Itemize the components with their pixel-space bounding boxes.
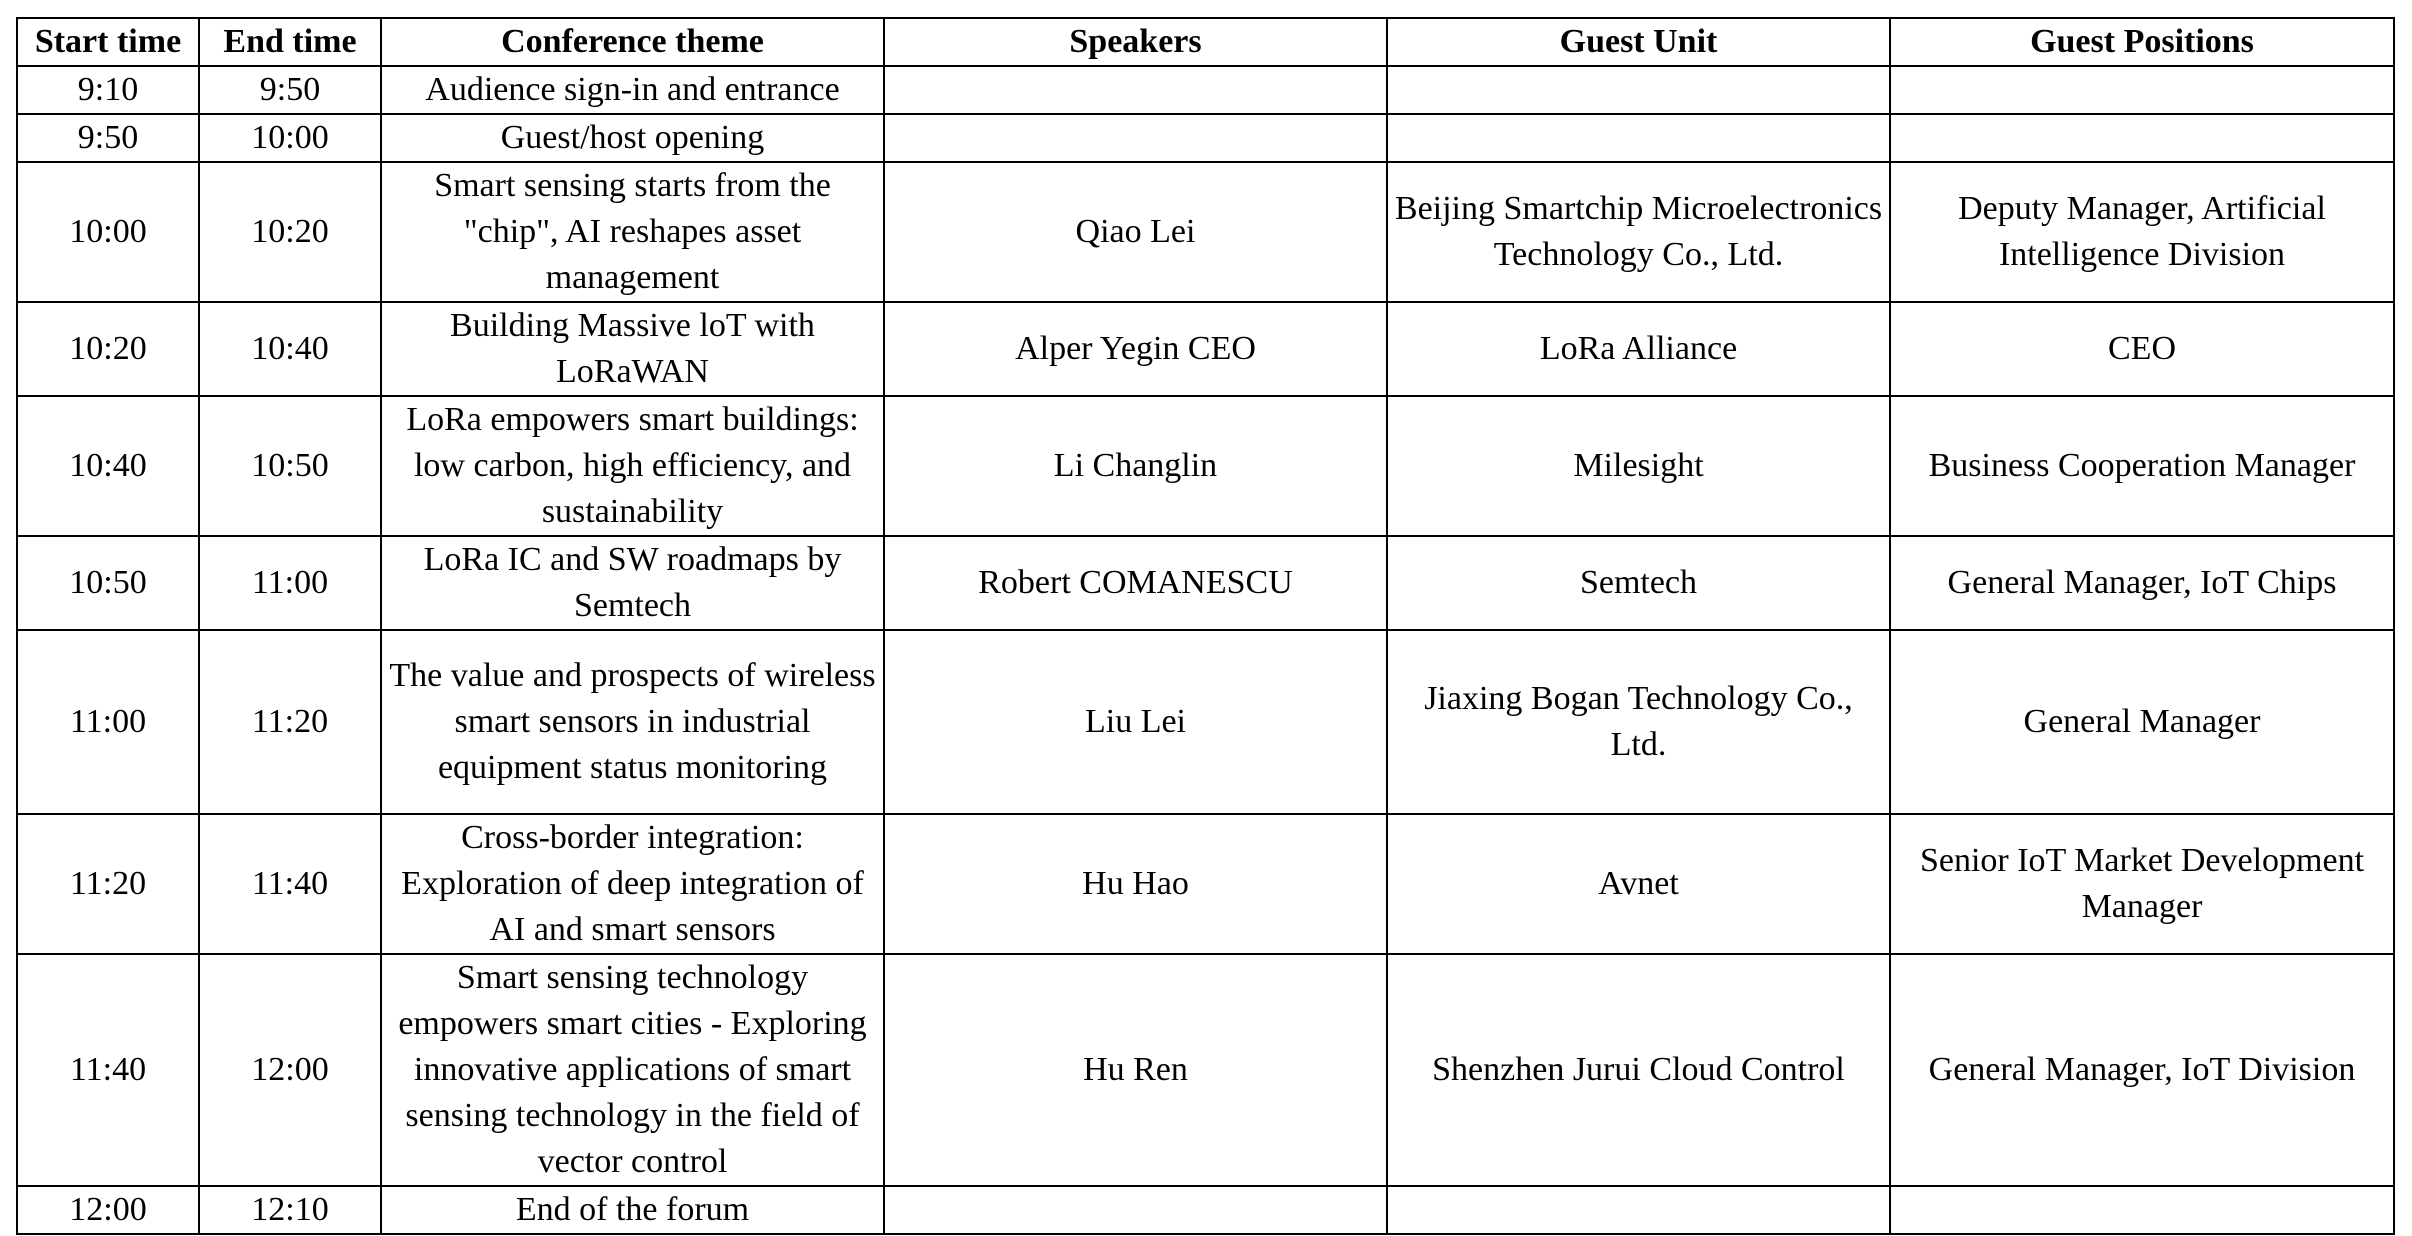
unit-cell: Milesight [1387,396,1890,536]
theme-cell: LoRa empowers smart buildings: low carbon, high efficiency, and sustainability [381,396,884,536]
unit-cell [1387,114,1890,162]
speaker-cell: Hu Ren [884,954,1387,1186]
table-row [17,66,2394,114]
theme-cell: Guest/host opening [381,114,884,162]
start-time-cell: 11:40 [17,954,199,1186]
position-cell [1890,1186,2394,1234]
end-time-cell: 11:40 [199,814,381,954]
speaker-cell: Liu Lei [884,630,1387,814]
start-time-cell: 10:40 [17,396,199,536]
end-time-cell: 9:50 [199,66,381,114]
speaker-cell: Qiao Lei [884,162,1387,302]
speaker-cell [884,1186,1387,1234]
header-guest-unit: Guest Unit [1387,18,1890,66]
position-cell: Senior IoT Market Development Manager [1890,814,2394,954]
position-cell: General Manager, IoT Chips [1890,536,2394,630]
speaker-cell [884,114,1387,162]
start-time-cell: 10:20 [17,302,199,396]
start-time-cell: 11:00 [17,630,199,814]
end-time-cell: 10:20 [199,162,381,302]
header-row [17,18,2394,66]
table-row [17,1186,2394,1234]
end-time-cell: 11:20 [199,630,381,814]
table-row [17,396,2394,536]
unit-cell: Jiaxing Bogan Technology Co., Ltd. [1387,630,1890,814]
theme-cell: End of the forum [381,1186,884,1234]
speaker-cell [884,66,1387,114]
header-start-time: Start time [17,18,199,66]
table-row [17,630,2394,814]
unit-cell: Shenzhen Jurui Cloud Control [1387,954,1890,1186]
theme-cell: LoRa IC and SW roadmaps by Semtech [381,536,884,630]
header-speakers: Speakers [884,18,1387,66]
unit-cell: Beijing Smartchip Microelectronics Technology Co., Ltd. [1387,162,1890,302]
header-end-time: End time [199,18,381,66]
end-time-cell: 10:50 [199,396,381,536]
table-row [17,162,2394,302]
start-time-cell: 9:10 [17,66,199,114]
end-time-cell: 12:10 [199,1186,381,1234]
unit-cell: Semtech [1387,536,1890,630]
position-cell [1890,66,2394,114]
header-conference-theme: Conference theme [381,18,884,66]
start-time-cell: 9:50 [17,114,199,162]
start-time-cell: 10:00 [17,162,199,302]
speaker-cell: Robert COMANESCU [884,536,1387,630]
unit-cell: Avnet [1387,814,1890,954]
unit-cell: LoRa Alliance [1387,302,1890,396]
position-cell: Business Cooperation Manager [1890,396,2394,536]
theme-cell: Building Massive loT with LoRaWAN [381,302,884,396]
position-cell: General Manager, IoT Division [1890,954,2394,1186]
unit-cell [1387,66,1890,114]
table-row [17,114,2394,162]
start-time-cell: 11:20 [17,814,199,954]
table-row [17,536,2394,630]
header-guest-positions: Guest Positions [1890,18,2394,66]
speaker-cell: Li Changlin [884,396,1387,536]
table-row [17,954,2394,1186]
position-cell: Deputy Manager, Artificial Intelligence Division [1890,162,2394,302]
theme-cell: Cross-border integration: Exploration of deep integration of AI and smart sensors [381,814,884,954]
start-time-cell: 12:00 [17,1186,199,1234]
position-cell: CEO [1890,302,2394,396]
speaker-cell: Hu Hao [884,814,1387,954]
agenda-table [16,17,2395,1235]
end-time-cell: 12:00 [199,954,381,1186]
end-time-cell: 10:00 [199,114,381,162]
end-time-cell: 11:00 [199,536,381,630]
position-cell [1890,114,2394,162]
table-row [17,302,2394,396]
table-row [17,814,2394,954]
position-cell: General Manager [1890,630,2394,814]
theme-cell: Audience sign-in and entrance [381,66,884,114]
theme-cell: Smart sensing starts from the "chip", AI reshapes asset management [381,162,884,302]
start-time-cell: 10:50 [17,536,199,630]
unit-cell [1387,1186,1890,1234]
speaker-cell: Alper Yegin CEO [884,302,1387,396]
theme-cell: The value and prospects of wireless smart sensors in industrial equipment status monitoring [381,630,884,814]
theme-cell: Smart sensing technology empowers smart cities - Exploring innovative applications of smart sensing technology in the field of vector control [381,954,884,1186]
end-time-cell: 10:40 [199,302,381,396]
